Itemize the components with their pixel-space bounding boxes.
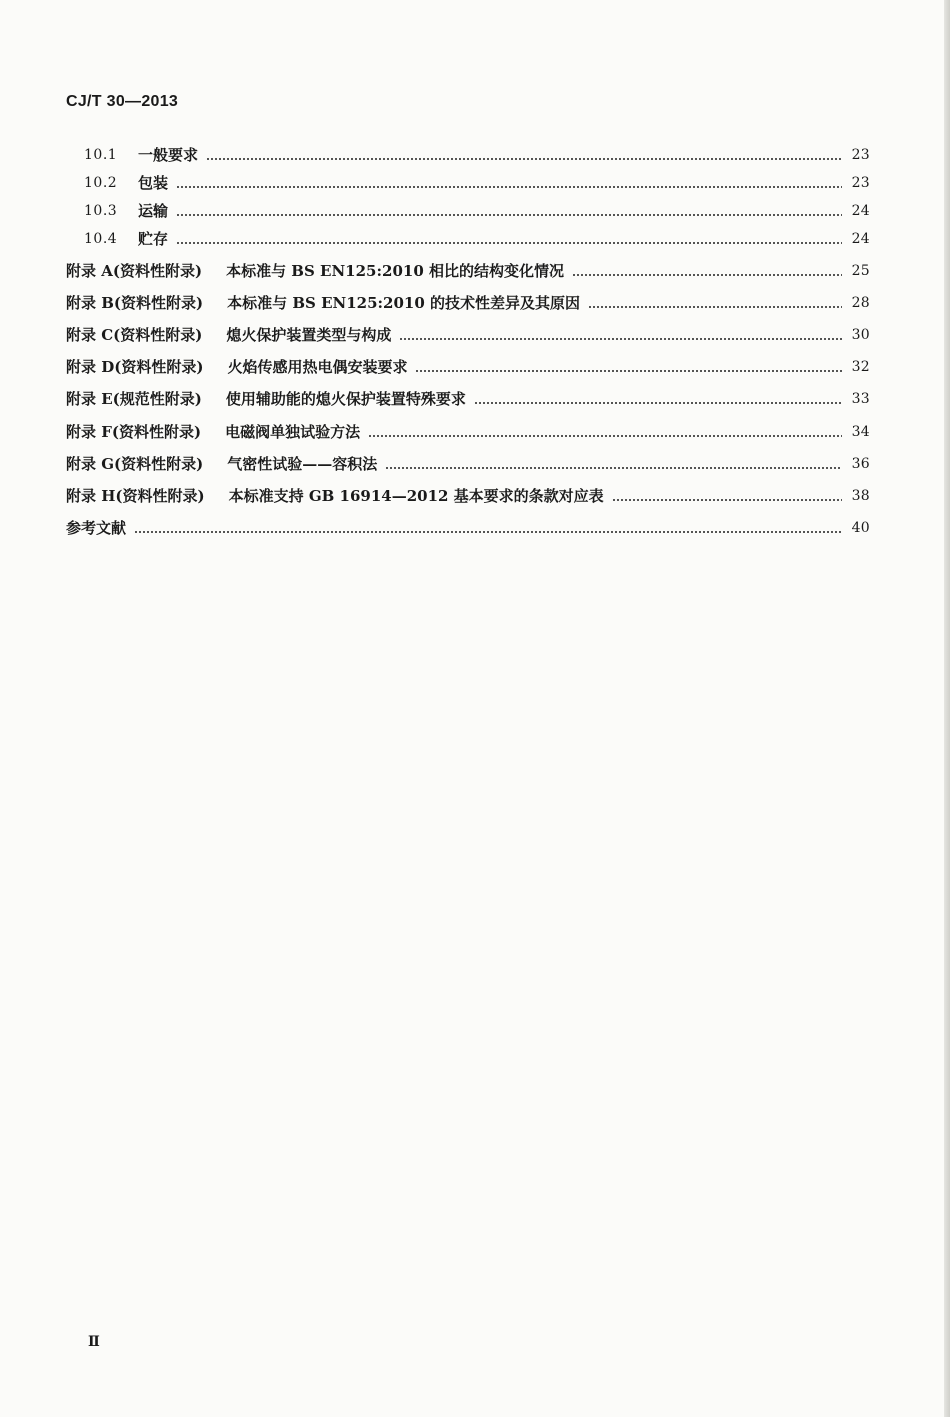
section-number: 10.4 [84, 231, 118, 247]
toc-entry-appendix-b[interactable] [66, 289, 870, 313]
page-number: 33 [851, 391, 870, 407]
page-number: 25 [851, 263, 870, 279]
section-title: 运输 [138, 202, 169, 220]
toc-entry-appendix-h[interactable] [66, 482, 870, 506]
dot-leader [206, 158, 842, 160]
appendix-title: 熄火保护装置类型与构成 [226, 326, 392, 344]
appendix-title: 火焰传感用热电偶安装要求 [227, 358, 408, 376]
dot-leader [612, 499, 842, 501]
page-number: 28 [851, 295, 870, 311]
page-number-footer: Ⅱ [88, 1334, 99, 1350]
dot-leader [385, 467, 842, 469]
section-title: 贮存 [138, 230, 169, 248]
dot-leader [176, 186, 842, 188]
toc-entry-appendix-a[interactable] [66, 257, 870, 281]
page-number: 23 [851, 175, 870, 191]
toc-entry-10-2[interactable] [84, 169, 870, 193]
page-edge-shadow [944, 0, 950, 1417]
section-title: 包装 [138, 174, 169, 192]
page-number: 32 [851, 359, 870, 375]
appendix-title: 气密性试验——容积法 [227, 455, 378, 473]
page-number: 36 [851, 456, 870, 472]
page-number: 40 [851, 520, 870, 536]
dot-leader [588, 306, 842, 308]
appendix-title: 本标准支持 GB 16914—2012 基本要求的条款对应表 [228, 487, 604, 505]
appendix-label: 附录 H(资料性附录) [66, 487, 205, 505]
section-number: 10.3 [84, 203, 118, 219]
appendix-label: 附录 G(资料性附录) [66, 455, 204, 473]
dot-leader [474, 402, 842, 404]
references-title: 参考文献 [66, 519, 127, 537]
appendix-title: 本标准与 BS EN125:2010 相比的结构变化情况 [226, 262, 564, 280]
section-number: 10.1 [84, 147, 118, 163]
toc-entry-10-1[interactable] [84, 141, 870, 165]
toc-entry-appendix-e[interactable] [66, 385, 870, 409]
toc-entry-10-4[interactable] [84, 225, 870, 249]
appendix-label: 附录 E(规范性附录) [66, 390, 202, 408]
appendix-title: 本标准与 BS EN125:2010 的技术性差异及其原因 [227, 294, 581, 312]
toc-entry-appendix-f[interactable] [66, 418, 870, 442]
dot-leader [399, 338, 842, 340]
page-number: 38 [851, 488, 870, 504]
section-number: 10.2 [84, 175, 118, 191]
dot-leader [134, 531, 842, 533]
toc-entry-appendix-d[interactable] [66, 353, 870, 377]
page-number: 30 [851, 327, 870, 343]
dot-leader [368, 435, 842, 437]
appendix-label: 附录 F(资料性附录) [66, 423, 202, 441]
dot-leader [572, 274, 842, 276]
page-number: 23 [851, 147, 870, 163]
appendix-label: 附录 A(资料性附录) [66, 262, 203, 280]
appendix-label: 附录 B(资料性附录) [66, 294, 204, 312]
dot-leader [176, 214, 842, 216]
page-number: 24 [851, 203, 870, 219]
appendix-title: 电磁阀单独试验方法 [225, 423, 361, 441]
page-number: 34 [851, 424, 870, 440]
appendix-label: 附录 D(资料性附录) [66, 358, 204, 376]
dot-leader [415, 370, 842, 372]
page-number: 24 [851, 231, 870, 247]
toc-entry-appendix-g[interactable] [66, 450, 870, 474]
appendix-label: 附录 C(资料性附录) [66, 326, 203, 344]
toc-entry-appendix-c[interactable] [66, 321, 870, 345]
toc-entry-10-3[interactable] [84, 197, 870, 221]
appendix-title: 使用辅助能的熄火保护装置特殊要求 [225, 390, 466, 408]
toc-entry-references[interactable] [66, 514, 870, 538]
dot-leader [176, 242, 842, 244]
section-title: 一般要求 [138, 146, 199, 164]
document-code-header: CJ/T 30—2013 [66, 93, 179, 110]
